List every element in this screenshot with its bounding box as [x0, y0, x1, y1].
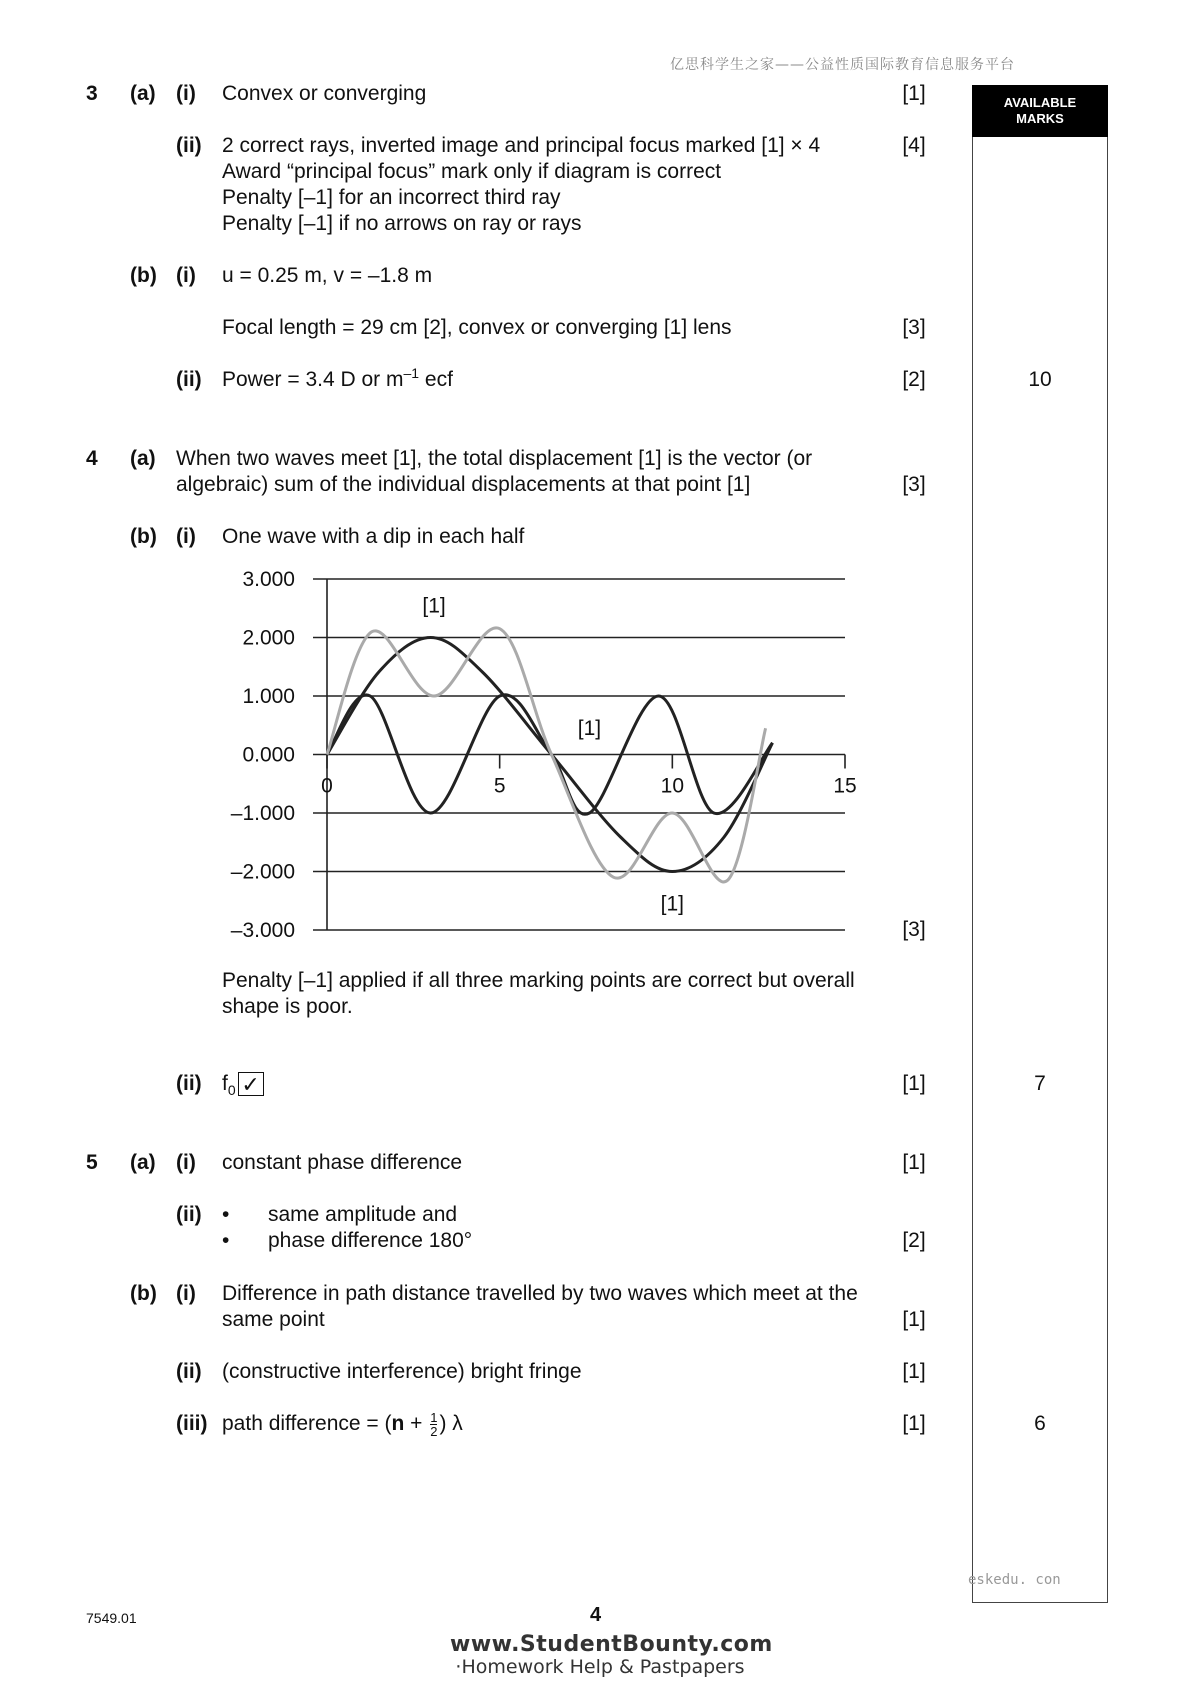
n-symbol: n: [391, 1412, 405, 1436]
ticked-box: ✓: [238, 1072, 264, 1096]
x-tick-label: 0: [321, 774, 333, 798]
answer-text: [222, 367, 453, 393]
answer-text-part: ecf: [419, 368, 453, 391]
answer-text: One wave with a dip in each half: [222, 525, 525, 548]
answer-line: same point: [222, 1308, 325, 1331]
subpart-label: (ii): [176, 368, 202, 391]
bullet-text: phase difference 180°: [268, 1229, 473, 1252]
subpart-label: (i): [176, 1282, 196, 1305]
available-marks-total: 7: [1034, 1072, 1046, 1095]
bullet-icon: •: [222, 1229, 230, 1252]
mark-annotation: [1]: [660, 892, 685, 916]
subpart-label: (i): [176, 82, 196, 105]
studentbounty-logo: [450, 1632, 773, 1678]
mark: [1]: [902, 82, 926, 105]
subpart-label: (ii): [176, 134, 202, 157]
plus-sign: +: [404, 1412, 429, 1436]
part-label: (b): [130, 525, 157, 548]
answer-line: Award “principal focus” mark only if diagram is correct: [222, 160, 722, 183]
answer-line: algebraic) sum of the individual displacements at that point [1]: [176, 473, 751, 496]
logo-line2: ·Homework Help & Pastpapers: [455, 1656, 745, 1678]
y-tick-label: –1.000: [230, 802, 295, 825]
bullet-item: [222, 1202, 457, 1228]
y-tick-label: 2.000: [242, 626, 295, 650]
answer-text: (constructive interference) bright fringe: [222, 1360, 582, 1383]
marks-column-heading: [972, 85, 1108, 137]
mark: [3]: [902, 316, 926, 339]
y-tick-label: 3.000: [242, 568, 295, 591]
y-tick-label: –2.000: [230, 860, 295, 884]
part-label: (a): [130, 82, 156, 105]
frequency-symbol: f: [222, 1072, 228, 1095]
question-number: 3: [86, 82, 98, 105]
answer-text: Convex or converging: [222, 82, 427, 105]
mark: [3]: [902, 473, 926, 496]
subpart-label: (ii): [176, 1360, 202, 1383]
available-marks-total: 6: [1034, 1412, 1046, 1435]
part-label: (a): [130, 1151, 156, 1174]
question-number: 5: [86, 1151, 98, 1174]
mark-annotation: [1]: [422, 594, 446, 618]
x-tick-label: 5: [493, 774, 506, 798]
y-tick-label: 1.000: [242, 685, 295, 708]
mark: [1]: [902, 1072, 926, 1095]
mark: [1]: [902, 1151, 926, 1174]
answer-text-part: path difference = (: [222, 1412, 392, 1436]
answer-text: [222, 1411, 463, 1438]
logo-line1: www.StudentBounty.com: [450, 1632, 773, 1657]
mark: [3]: [902, 918, 926, 941]
bullet-text: same amplitude and: [268, 1203, 458, 1226]
marks-heading-line2: MARKS: [1016, 111, 1064, 126]
watermark-text: eskedu. con: [968, 1572, 1061, 1588]
answer-line: Difference in path distance travelled by two waves which meet at the: [222, 1282, 858, 1305]
x-tick-label: 15: [833, 774, 857, 798]
answer-text-part: Power = 3.4 D or m: [222, 368, 404, 391]
marks-column: [972, 85, 1108, 1603]
bullet-icon: •: [222, 1203, 230, 1226]
mark: [1]: [902, 1412, 926, 1435]
part-label: (b): [130, 264, 157, 287]
subscript: 0: [227, 1082, 236, 1099]
y-tick-label: –3.000: [230, 919, 295, 942]
answer-line: Penalty [–1] if no arrows on ray or rays: [222, 212, 582, 235]
answer-line: When two waves meet [1], the total displacement [1] is the vector (or: [176, 447, 813, 470]
answer-line: 2 correct rays, inverted image and principal focus marked [1] × 4: [222, 134, 821, 157]
subpart-label: (i): [176, 264, 196, 287]
answer-text: u = 0.25 m, v = –1.8 m: [222, 264, 433, 287]
marks-heading-line1: AVAILABLE: [1003, 95, 1077, 110]
subpart-label: (i): [176, 1151, 196, 1174]
penalty-line: shape is poor.: [222, 995, 353, 1018]
mark-annotation: [1]: [577, 717, 602, 741]
mark: [2]: [902, 1229, 926, 1252]
subpart-label: (iii): [176, 1412, 208, 1435]
question-number: 4: [86, 447, 98, 470]
answer-text: Focal length = 29 cm [2], convex or converging [1] lens: [222, 316, 732, 339]
wave-superposition-chart: [220, 560, 870, 950]
mark: [1]: [902, 1308, 926, 1331]
answer-text: [222, 1071, 264, 1097]
bullet-item: [222, 1228, 472, 1254]
header-note: 亿思科学生之家——公益性质国际教育信息服务平台: [670, 57, 1015, 73]
subpart-label: (ii): [176, 1203, 202, 1226]
y-tick-label: 0.000: [242, 743, 295, 767]
page-number: 4: [590, 1604, 602, 1626]
mark: [1]: [902, 1360, 926, 1383]
half-fraction: [430, 1411, 437, 1438]
penalty-line: Penalty [–1] applied if all three marking points are correct but overall: [222, 969, 855, 992]
x-tick-label: 10: [660, 774, 685, 798]
paper-code: 7549.01: [86, 1610, 137, 1626]
part-label: (b): [130, 1282, 157, 1305]
answer-text-part: ) λ: [439, 1412, 463, 1436]
mark: [2]: [902, 368, 926, 391]
superscript: –1: [403, 365, 420, 381]
fraction-denominator: 2: [430, 1424, 438, 1439]
available-marks-total: 10: [1028, 368, 1052, 391]
fraction-numerator: 1: [430, 1410, 438, 1425]
answer-line: Penalty [–1] for an incorrect third ray: [222, 186, 561, 209]
part-label: (a): [130, 447, 156, 470]
mark: [4]: [902, 134, 926, 157]
subpart-label: (i): [176, 525, 196, 548]
subpart-label: (ii): [176, 1072, 202, 1095]
answer-text: constant phase difference: [222, 1151, 463, 1174]
